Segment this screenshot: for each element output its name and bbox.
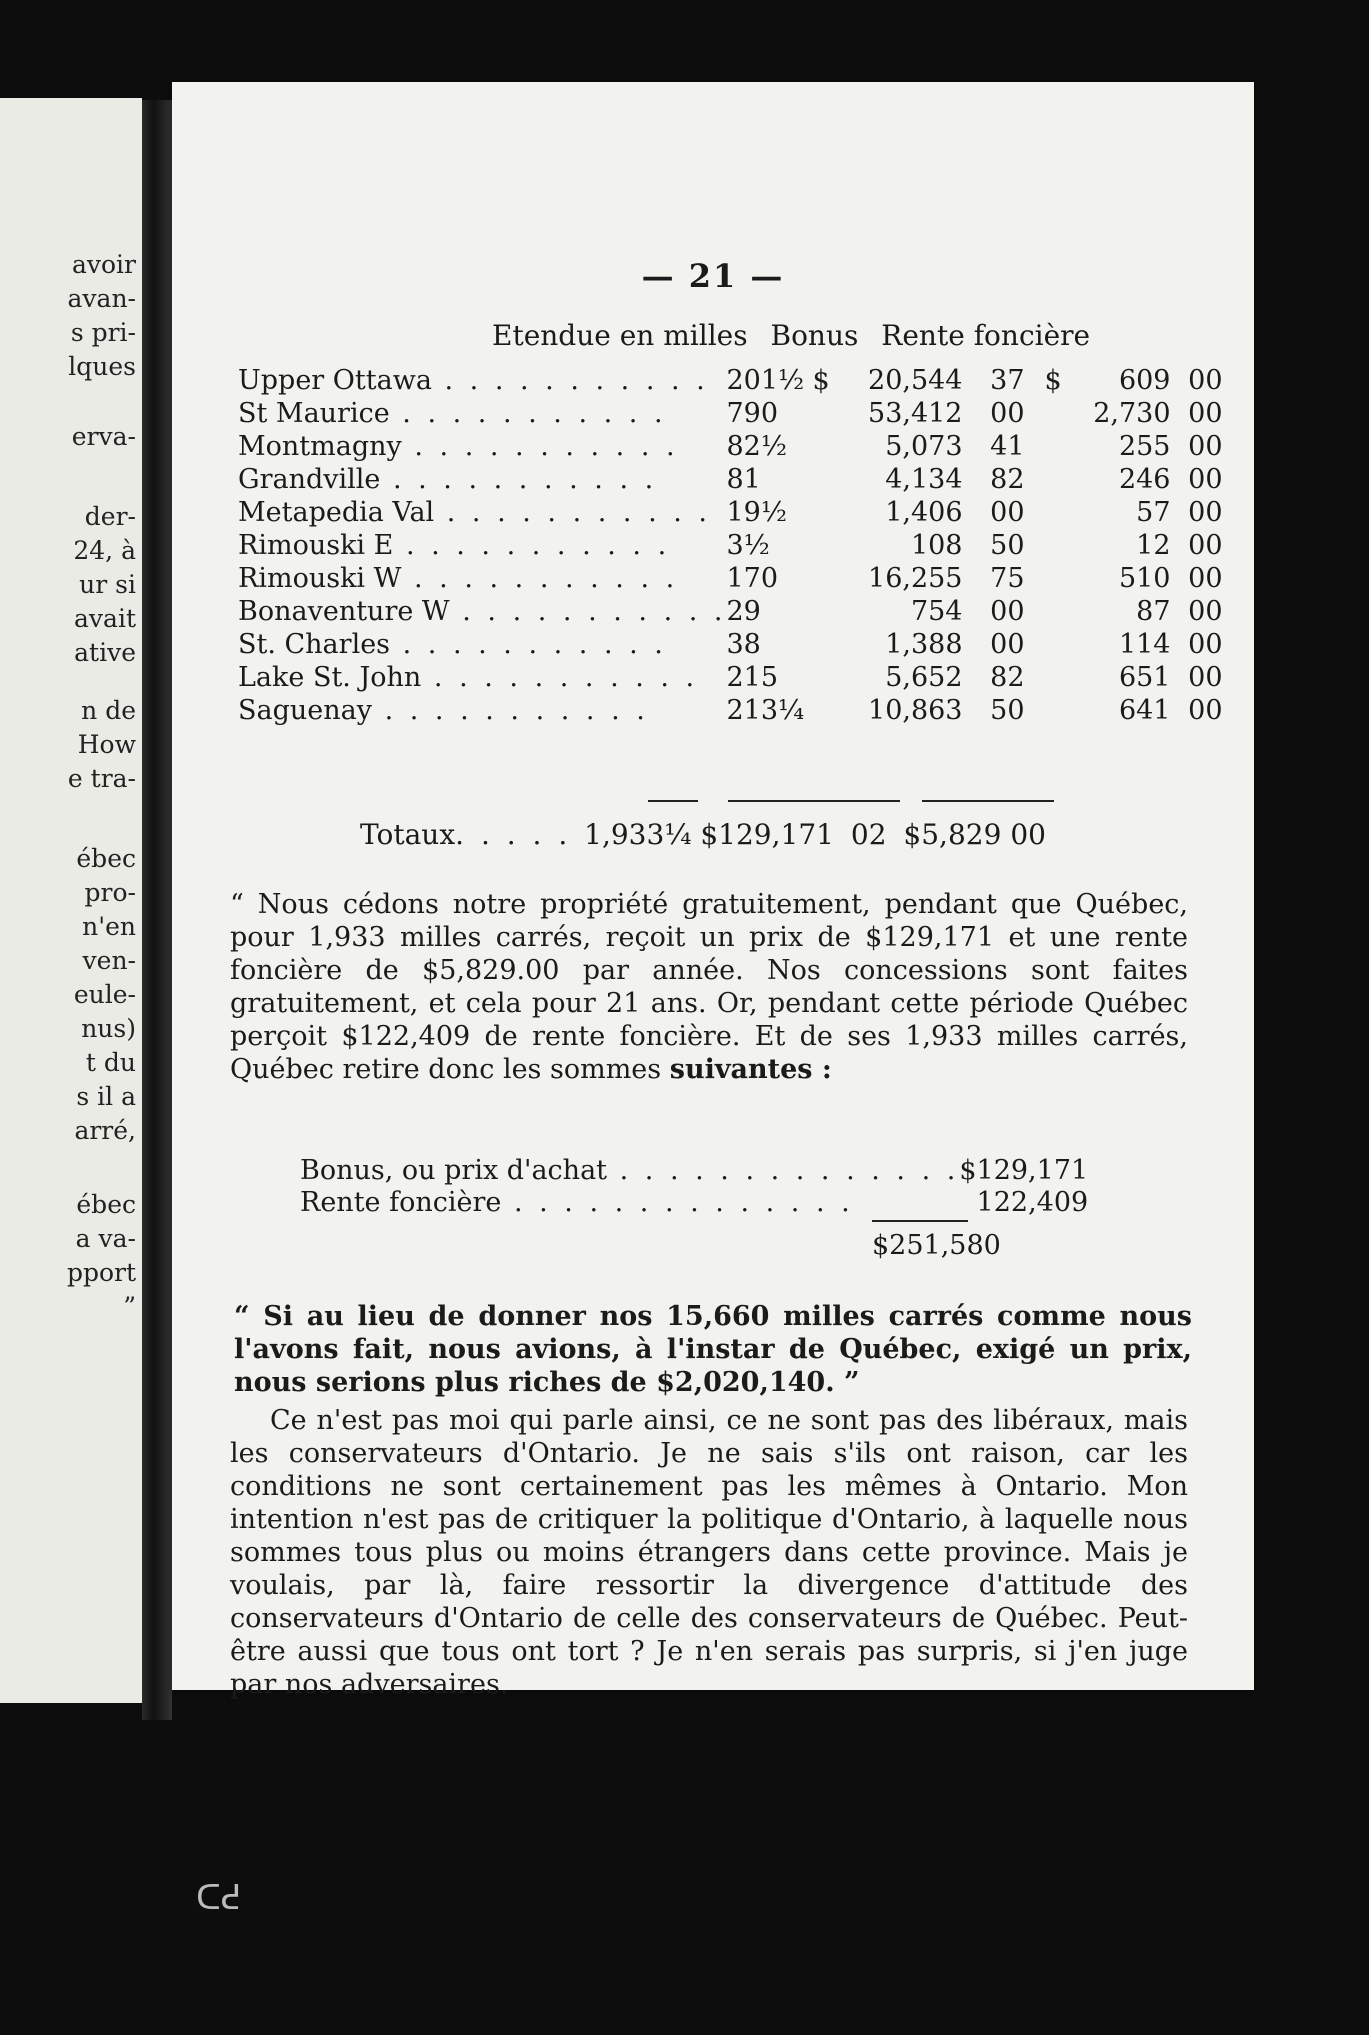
table-rule-bonus	[728, 800, 900, 802]
place-cell: St Maurice . . . . . . . . . . .	[238, 398, 667, 429]
rente-value: 2,730	[1093, 398, 1171, 429]
left-page-fragment: lques	[68, 352, 136, 381]
bonus-value: 5,652	[885, 662, 963, 693]
table-row	[238, 694, 1223, 727]
rente-cents: 00	[1188, 431, 1223, 462]
bonus-value: 16,255	[868, 563, 963, 594]
left-page-fragment: ébec	[76, 844, 136, 873]
table-row	[238, 661, 1223, 694]
bonus-dollar-sign	[813, 430, 843, 463]
area-value: 38	[726, 629, 761, 660]
bonus-value: 10,863	[868, 695, 963, 726]
area-value: 29	[726, 596, 761, 627]
table-row	[238, 628, 1223, 661]
table-rule-rente	[922, 800, 1054, 802]
summary-value: 122,409	[976, 1186, 1089, 1218]
place-name: Saguenay	[238, 695, 372, 726]
left-page-fragment: t du	[85, 1048, 136, 1077]
totals-bonus: $129,171	[700, 818, 834, 851]
left-page-fragment: n'en	[82, 912, 136, 941]
rente-cents: 00	[1188, 629, 1223, 660]
rente-dollar-sign	[1045, 529, 1071, 562]
header-bonus: Bonus	[770, 319, 859, 352]
left-page-fragment: eule-	[73, 980, 136, 1009]
bonus-value: 108	[910, 530, 963, 561]
summary-label: Bonus, ou prix d'achat	[300, 1154, 608, 1186]
left-page-fragment: nus)	[81, 1014, 136, 1043]
left-page-fragment: pport	[66, 1258, 136, 1287]
bonus-dollar-sign	[813, 628, 843, 661]
rente-dollar-sign: $	[1044, 365, 1062, 396]
area-value: 213¼	[726, 695, 805, 726]
rente-value: 12	[1136, 530, 1171, 561]
rente-cents: 00	[1188, 365, 1223, 396]
bonus-cents: 00	[990, 497, 1025, 528]
summary-row	[300, 1186, 1088, 1218]
area-value: 170	[726, 563, 779, 594]
place-name: Montmagny	[238, 431, 402, 462]
area-value: 790	[726, 398, 779, 429]
bonus-cents: 82	[990, 464, 1025, 495]
rente-value: 651	[1118, 662, 1171, 693]
place-cell: St. Charles . . . . . . . . . . .	[238, 629, 667, 660]
left-page-fragment: pro-	[84, 878, 136, 907]
rente-value: 510	[1118, 563, 1171, 594]
rente-value: 114	[1118, 629, 1171, 660]
quote-text-1-end: suivantes :	[669, 1054, 832, 1085]
place-cell: Rimouski E . . . . . . . . . . .	[238, 530, 671, 561]
summary-rule	[872, 1220, 968, 1222]
left-page-fragment: avan-	[67, 284, 136, 313]
place-name: St. Charles	[238, 629, 391, 660]
bonus-value: 1,388	[885, 629, 963, 660]
place-name: Rimouski E	[238, 530, 394, 561]
header-rente: Rente foncière	[881, 319, 1091, 352]
bonus-dollar-sign	[813, 397, 843, 430]
area-value: 3½	[726, 530, 770, 561]
bonus-value: 20,544	[868, 365, 963, 396]
summary-total: $251,580	[872, 1230, 1001, 1261]
left-page-fragment: How	[77, 730, 136, 759]
bonus-cents: 50	[990, 530, 1025, 561]
left-page-fragment: n de	[81, 696, 136, 725]
bonus-cents: 37	[990, 365, 1025, 396]
left-page-fragment: ébec	[76, 1190, 136, 1219]
bonus-cents: 41	[990, 431, 1025, 462]
totals-label: Totaux	[360, 818, 456, 851]
table-header	[492, 319, 1104, 352]
summary-label-cell: Rente foncière . . . . . . . . . . . . . .	[300, 1186, 854, 1218]
bonus-value: 4,134	[885, 464, 963, 495]
area-value: 19½	[726, 497, 788, 528]
rente-cents: 00	[1188, 497, 1223, 528]
left-page-fragment: der-	[84, 502, 136, 531]
left-page-fragment: 24, à	[73, 536, 136, 565]
rente-dollar-sign	[1045, 595, 1071, 628]
left-page-fragment: e tra-	[67, 764, 136, 793]
bonus-value: 5,073	[885, 431, 963, 462]
rente-value: 246	[1118, 464, 1171, 495]
place-name: Lake St. John	[238, 662, 422, 693]
totals-rente-cents: 00	[1010, 818, 1046, 851]
place-cell: Grandville . . . . . . . . . . .	[238, 464, 658, 495]
bonus-value: 1,406	[885, 497, 963, 528]
bottom-scan-mark: ᑕᕍ	[196, 1878, 242, 1918]
place-cell: Saguenay . . . . . . . . . . .	[238, 695, 649, 726]
rente-cents: 00	[1188, 695, 1223, 726]
totals-rente: $5,829	[903, 818, 1002, 851]
place-cell: Metapedia Val . . . . . . . . . . .	[238, 497, 712, 528]
rente-value: 87	[1136, 596, 1171, 627]
quote-paragraph-2: “ Si au lieu de donner nos 15,660 milles carrés comme nous l'avons fait, nous avions, à l'instar de Québec, exigé un prix, nous serions plus riches de $2,020,140. ”	[234, 1301, 1192, 1398]
page-number: — 21 —	[641, 257, 785, 295]
rente-value: 641	[1118, 695, 1171, 726]
bonus-cents: 00	[990, 398, 1025, 429]
rente-dollar-sign	[1045, 430, 1071, 463]
place-cell: Rimouski W . . . . . . . . . . .	[238, 563, 679, 594]
left-page-fragment: erva-	[71, 422, 136, 451]
place-name: Upper Ottawa	[238, 365, 432, 396]
quote-paragraph-1	[230, 888, 1188, 1086]
rente-cents: 00	[1188, 530, 1223, 561]
left-page-fragment: s pri-	[70, 318, 136, 347]
summary-table	[300, 1154, 1088, 1218]
body-paragraph: Ce n'est pas moi qui parle ainsi, ce ne sont pas des libéraux, mais les conservateurs d'Ontario. Je ne sais s'ils ont raison, car les conditions ne sont certainement pas les mêmes à Ontario. Mon intention n'est pas de critiquer la politique d'Ontario, à laquelle nous sommes tous plus ou moins étrangers dans cette province. Mais je voulais, par là, faire ressortir la divergence d'attitude des conservateurs d'Ontario de celle des conservateurs de Québec. Peut-être aussi que tous ont tort ? Je n'en serais pas surpris, si j'en juge par nos adversaires.	[230, 1405, 1188, 1700]
left-page-fragment: ur si	[79, 570, 136, 599]
table-rule-area	[648, 800, 698, 802]
place-name: St Maurice	[238, 398, 390, 429]
bonus-cents: 00	[990, 596, 1025, 627]
bonus-dollar-sign	[813, 562, 843, 595]
bonus-value: 754	[910, 596, 963, 627]
bonus-value: 53,412	[868, 398, 963, 429]
rente-cents: 00	[1188, 398, 1223, 429]
place-cell: Lake St. John . . . . . . . . . . .	[238, 662, 699, 693]
place-name: Grandville	[238, 464, 381, 495]
bonus-dollar-sign	[813, 595, 843, 628]
summary-row	[300, 1154, 1088, 1186]
rente-cents: 00	[1188, 563, 1223, 594]
bonus-dollar-sign	[813, 463, 843, 496]
table-row	[238, 496, 1223, 529]
rente-value: 255	[1118, 431, 1171, 462]
rente-cents: 00	[1188, 464, 1223, 495]
place-name: Rimouski W	[238, 563, 402, 594]
bonus-dollar-sign	[813, 694, 843, 727]
bonus-dollar-sign: $	[812, 365, 830, 396]
table-row	[238, 595, 1223, 628]
left-facing-page	[0, 98, 142, 1703]
bonus-dollar-sign	[813, 496, 843, 529]
left-page-fragment: ative	[74, 638, 136, 667]
rente-value: 57	[1136, 497, 1171, 528]
left-page-fragment: avait	[74, 604, 136, 633]
rente-cents: 00	[1188, 596, 1223, 627]
rente-value: 609	[1118, 365, 1171, 396]
header-area: Etendue en milles	[492, 319, 748, 352]
bonus-cents: 82	[990, 662, 1025, 693]
quote-text-1: “ Nous cédons notre propriété gratuitement, pendant que Québec, pour 1,933 milles carrés, reçoit un prix de $129,171 et une rente foncière de $5,829.00 par année. Nos concessions sont faites gratuitement, et cela pour 21 ans. Or, pendant cette période Québec perçoit $122,409 de rente foncière. Et de ses 1,933 milles carrés, Québec retire donc les sommes	[230, 889, 1188, 1085]
rente-dollar-sign	[1045, 694, 1071, 727]
place-name: Metapedia Val	[238, 497, 435, 528]
place-name: Bonaventure W	[238, 596, 450, 627]
table-row	[238, 463, 1223, 496]
place-cell: Bonaventure W . . . . . . . . . . .	[238, 596, 727, 627]
left-page-fragment: s il a	[76, 1082, 136, 1111]
rente-dollar-sign	[1045, 397, 1071, 430]
left-page-fragment: arré,	[74, 1116, 136, 1145]
rente-dollar-sign	[1045, 496, 1071, 529]
table-row	[238, 397, 1223, 430]
summary-label: Rente foncière	[300, 1186, 502, 1218]
rente-cents: 00	[1188, 662, 1223, 693]
bonus-cents: 00	[990, 629, 1025, 660]
place-cell: Montmagny . . . . . . . . . . .	[238, 431, 679, 462]
area-value: 82½	[726, 431, 788, 462]
bonus-dollar-sign	[813, 661, 843, 694]
left-page-fragment: ”	[123, 1292, 136, 1321]
area-value: 81	[726, 464, 761, 495]
area-value: 215	[726, 662, 779, 693]
concessions-table	[238, 364, 1223, 727]
summary-value: $129,171	[959, 1154, 1089, 1186]
rente-dollar-sign	[1045, 463, 1071, 496]
table-row	[238, 430, 1223, 463]
summary-label-cell: Bonus, ou prix d'achat . . . . . . . . . . . . . .	[300, 1154, 960, 1186]
table-row	[238, 364, 1223, 397]
totals-area: 1,933¼	[584, 818, 692, 851]
table-row	[238, 562, 1223, 595]
bonus-cents: 50	[990, 695, 1025, 726]
totals-bonus-cents: 02	[850, 818, 887, 851]
bonus-cents: 75	[990, 563, 1025, 594]
rente-dollar-sign	[1045, 562, 1071, 595]
place-cell: Upper Ottawa . . . . . . . . . . .	[238, 365, 709, 396]
area-value: 201½	[726, 365, 805, 396]
book-page	[172, 82, 1254, 1700]
left-page-fragment: a va-	[75, 1224, 136, 1253]
bonus-dollar-sign	[813, 529, 843, 562]
rente-dollar-sign	[1045, 661, 1071, 694]
table-row	[238, 529, 1223, 562]
rente-dollar-sign	[1045, 628, 1071, 661]
left-page-fragment: ven-	[82, 946, 136, 975]
left-page-fragment: avoir	[71, 250, 136, 279]
totals-row: Totaux. . . . . 1,933¼ $129,171 02 $5,829 00	[360, 818, 1046, 851]
book-gutter	[142, 100, 172, 1720]
